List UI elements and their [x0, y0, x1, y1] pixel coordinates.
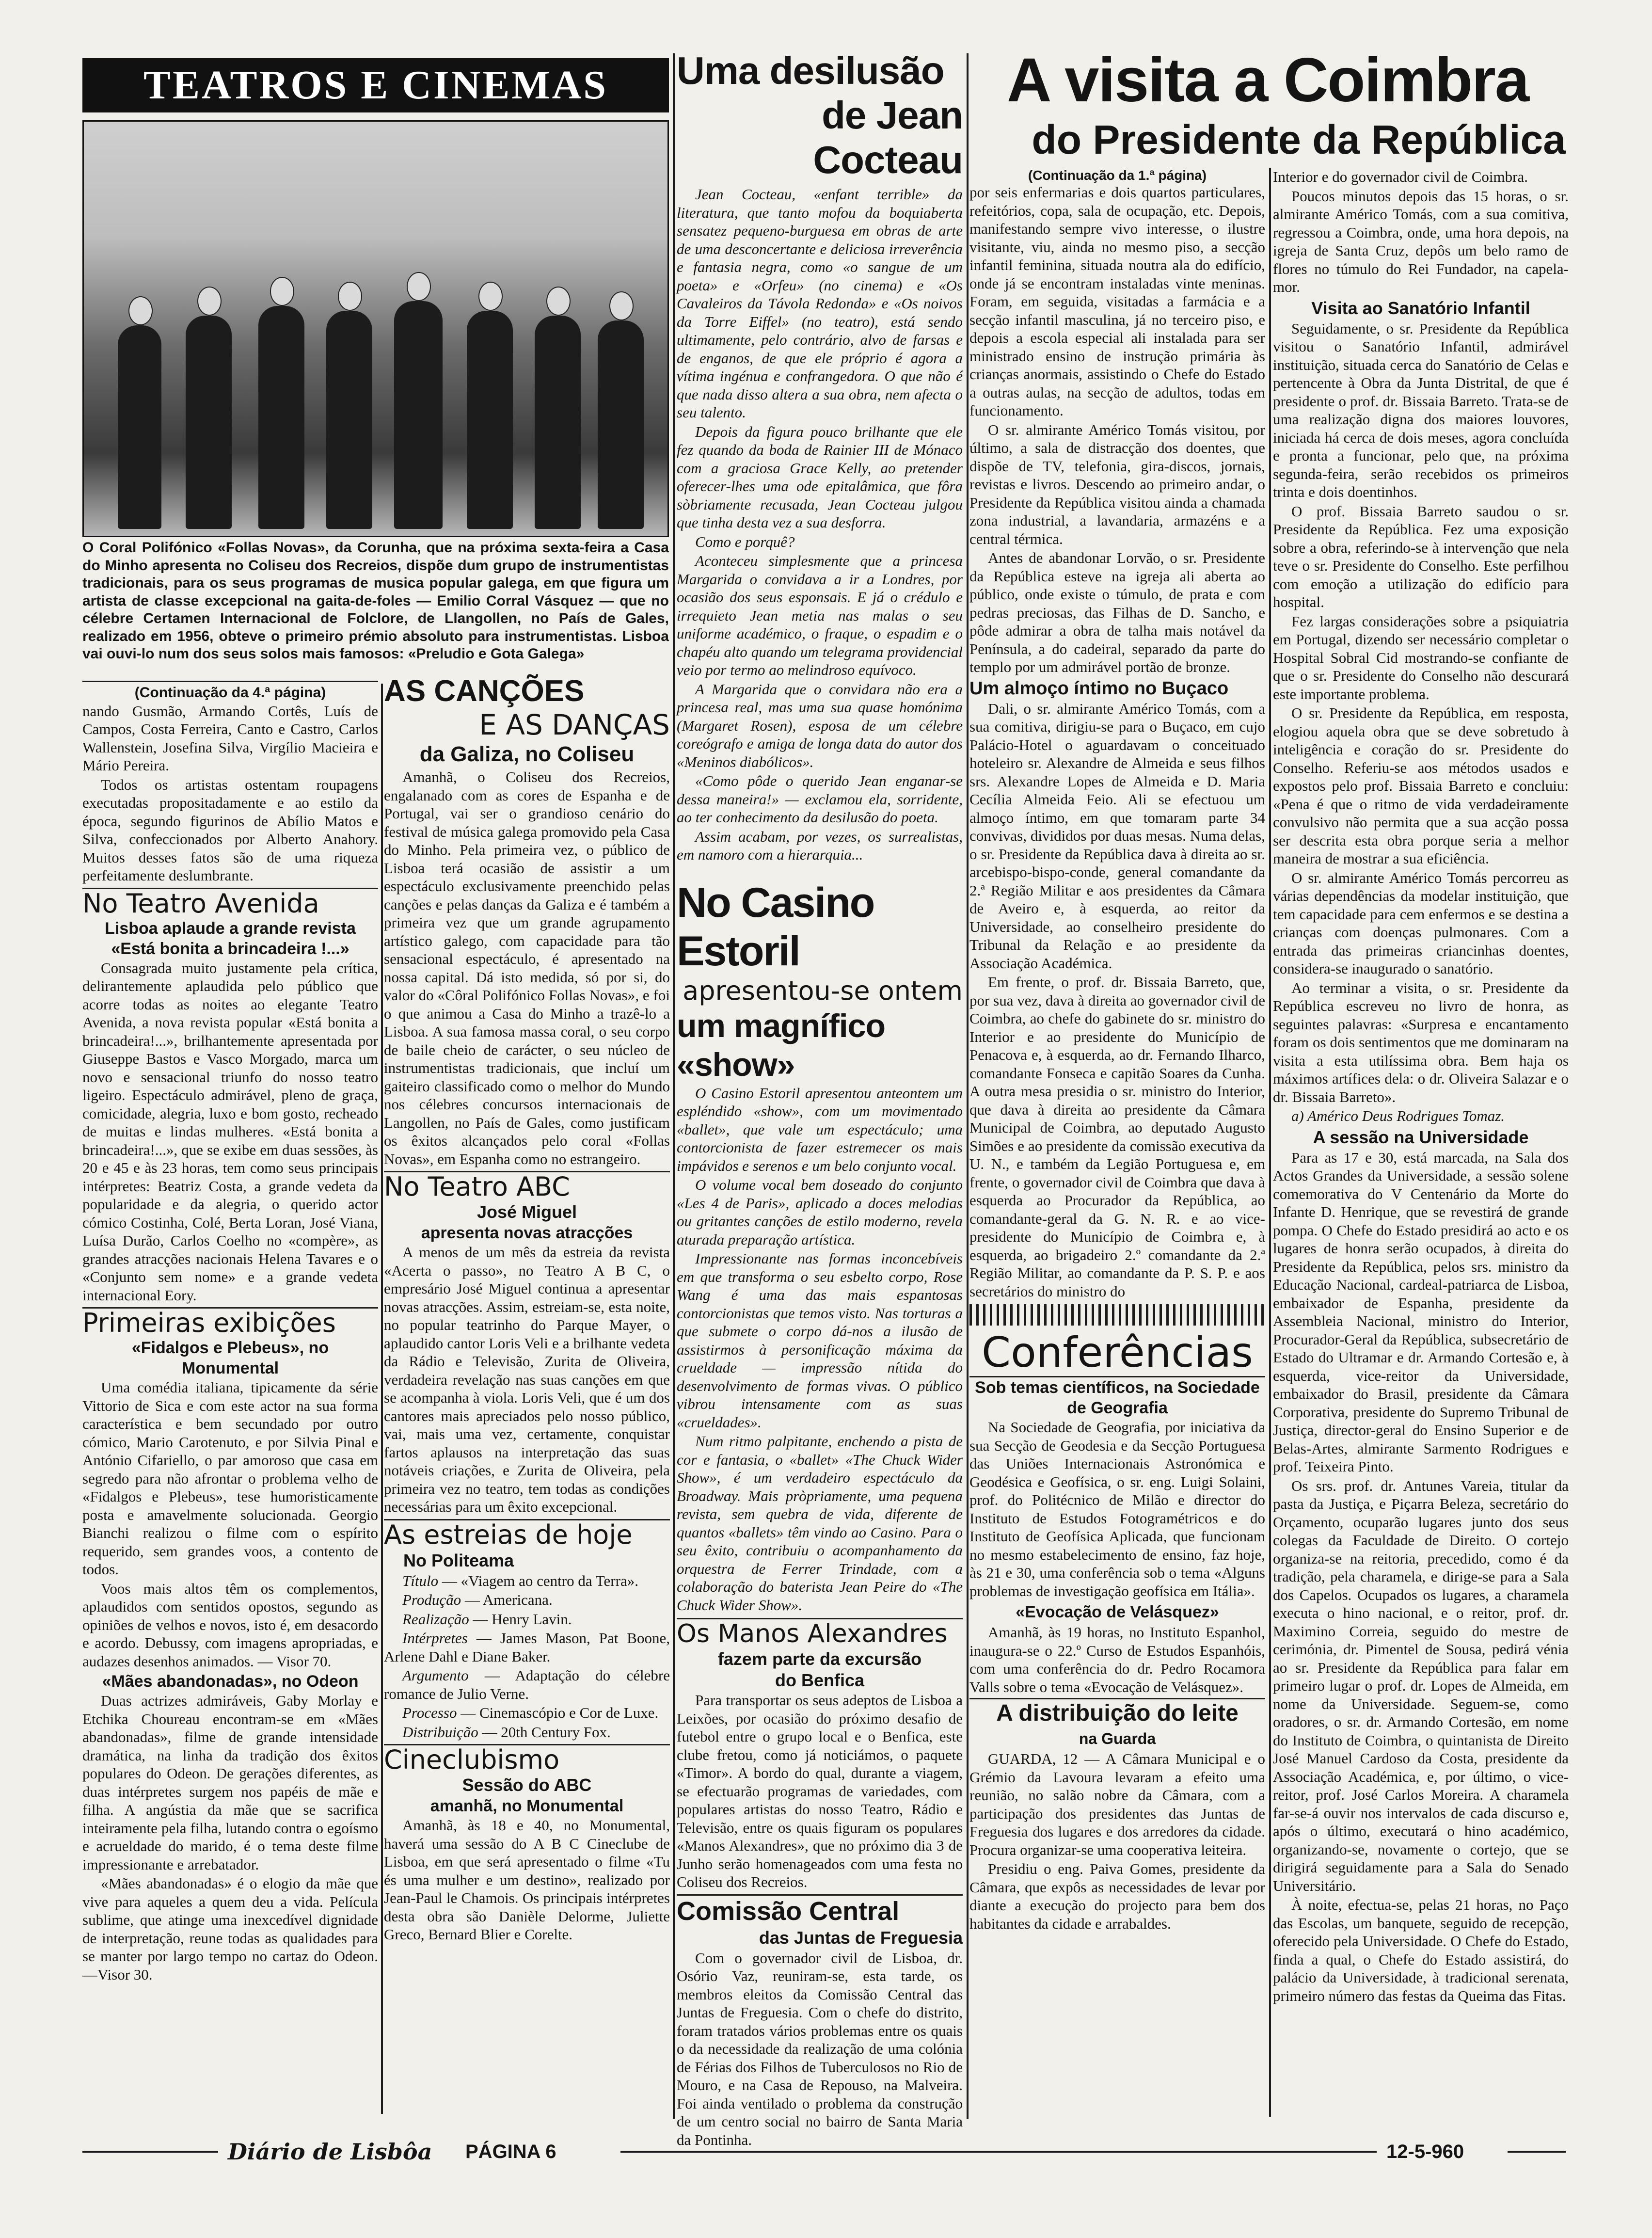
photo-caption: O Coral Polifónico «Follas Novas», da Corunha, que na próxima sexta-feira a Casa do Minho apresenta no Coliseu dos Recreios, dispõe dum grupo de instrumentistas tradicionais, para os seus programas de musica popular galega, em que figura um artista de classe excepcional na gaita-de-foles — Emilio Corral Vásquez — que no célebre Certamen Internacional de Folclore, de Llangollen, no País de Gales, realizado em 1956, obteve o primeiro prémio absoluto para instrumentistas. Lisboa vai ouvi-lo num dos seus solos mais famosos: «Preludio e Gota Galega» [82, 540, 669, 662]
section-label-estreias: As estreias de hoje [384, 1519, 670, 1550]
comissao-title: Comissão Central [677, 1894, 963, 1927]
credit-line: Produção — Americana. [402, 1591, 553, 1608]
cineclub-headline-2: amanhã, no Monumental [430, 1797, 624, 1815]
section-label-abc: No Teatro ABC [384, 1171, 670, 1201]
section-label-avenida: No Teatro Avenida [82, 888, 378, 918]
cocteau-title-2: de Jean Cocteau [813, 94, 963, 181]
decorative-rule [969, 1304, 1265, 1326]
section-label-primeiras: Primeiras exibições [82, 1307, 378, 1338]
paragraph: Impressionante nas formas inconcebíveis em que transforma o seu esbelto corpo, Rose Wang é uma das mais espantosas contorcionistas que temos visto. Nas torturas a que submete o corpo dá-nos a ilusão de assistirmos à personificação máxima da crueldade — impressão nítida do desenvolvimento de formas vivas. O público vibrou intensamente com as suas «crueldades». [677, 1250, 963, 1431]
conferencias-title: Conferências [982, 1328, 1253, 1377]
sanatorio-headline: Visita ao Sanatório Infantil [1311, 298, 1530, 318]
manos-headline-1: fazem parte da excursão [717, 1649, 922, 1669]
almoco-headline: Um almoço íntimo no Buçaco [969, 678, 1229, 699]
credit-value: Cinemascópio e Cor de Luxe. [479, 1704, 659, 1721]
credit-value: Henry Lavin. [492, 1610, 572, 1628]
footer-paper-name: Diário de Lisbôa [228, 2139, 432, 2165]
credit-key: Argumento [402, 1667, 469, 1684]
footer-page-number: PÁGINA 6 [465, 2141, 556, 2162]
paragraph: O Casino Estoril apresentou anteontem um espléndido «show», com um movimentado «ballet», que vale um espectáculo; uma contorcionista de fazer estremecer os mais impávidos e serenos e um belo conjunto vocal. [677, 1084, 963, 1174]
paragraph: Todos os artistas ostentam roupagens executadas propositadamente e ao estilo da época, segundo figurinos de Abílio Matos e Silva, confeccionados por Alberto Anahory. Muitos desses fatos são de uma riqueza perfeitamente deslumbrante. [82, 776, 378, 884]
comissao-sub: das Juntas de Freguesia [759, 1927, 963, 1948]
paragraph: Consagrada muito justamente pela crítica, delirantemente aplaudida pelo público que acorre todas as noites ao elegante Teatro Avenida, a nova revista popular «Está bonita a brincadeira!...», brilhantemente apresentada por Giuseppe Bastos e Vasco Morgado, marca um novo e sensacional triunfo do nosso teatro ligeiro. Espectáculo admirável, pleno de graça, comicidade, alegria, luxo e bom gosto, recheado de muitas e lindas mulheres. «Está bonita a brincadeira!...», que se exibe em duas sessões, às 20 e 45 e às 23 horas, tem como seus principais intérpretes: Beatriz Costa, a grande vedeta da popularidade e da alegria, o querido actor cómico Costinha, Colé, Berta Loran, José Viana, Luísa Durão, Carlos Coelho no «compère», as grandes atracções nacionais Helena Tavares e o «Conjunto sem nome» e a grande vedeta internacional Eory. [82, 959, 378, 1304]
fidalgos-headline: «Fidalgos e Plebeus», no Monumental [131, 1339, 329, 1377]
paragraph: Os srs. prof. dr. Antunes Vareia, titular da pasta da Justiça, e Piçarra Beleza, secretário do Orçamento, ocuparão lugares junto dos seus colegas da Faculdade de Direito. O cortejo organiza-se na reitoria, precedido, como é da tradição, pela charamela, e dirige-se para a Sala dos Capelos. Ocupados os lugares, a charamela executa o hino nacional, e o reitor, prof. dr. Maximino Correia, seguido do mestre de cerimónia, dr. Pimentel de Sousa, pedirá vénia ao sr. Presidente da República para falar em primeiro lugar o prof. dr. Lopes de Almeida, em nome da Universidade. Seguem-se, como oradores, o sr. dr. Armando Cortesão, em nome do Instituto de Coimbra, o quintanista de Direito José Manuel Cardoso da Costa, presidente da Associação Académica, e, por último, o vice-reitor, prof. José Carlos Moreira. A charamela far-se-á ouvir nos intervalos de cada discurso e, após o último, executará o hino académico, organizando-se, novamente o cortejo, que se dirigirá seguidamente para a Sala do Senado Universitário. [1273, 1477, 1569, 1894]
paragraph: nando Gusmão, Armando Cortês, Luís de Campos, Costa Ferreira, Canto e Castro, Carlos Wallenstein, Josefina Silva, Virgílio Macieira e Mário Pereira. [82, 702, 378, 774]
credit-key: Intérpretes [402, 1630, 468, 1647]
abc-headline-1: José Miguel [477, 1202, 577, 1222]
credits-list [384, 1572, 670, 1742]
paragraph: Presidiu o eng. Paiva Gomes, presidente da Câmara, que expôs as necessidades de levar por diante a execução do projecto para bem dos habitantes da cidade e arrabaldes. [969, 1860, 1265, 1932]
credit-value: James Mason, Pat Boone, Arlene Dahl e Diane Baker. [384, 1630, 670, 1665]
avenida-headline: Lisboa aplaude a grande revista «Está bonita a brincadeira !...» [105, 919, 356, 958]
column-2-lower [384, 674, 670, 2124]
credit-line: Intérpretes — James Mason, Pat Boone, Arlene Dahl e Diane Baker. [384, 1630, 670, 1665]
politeama-headline: No Politeama [403, 1550, 514, 1570]
paragraph: Fez largas considerações sobre a psiquiatria em Portugal, dizendo ser necessário completar o Hospital Sobral Cid mostrando-se confiante de que o sr. Presidente do Conselho não descurará este importante problema. [1273, 612, 1569, 703]
paragraph: Ao terminar a visita, o sr. Presidente da República escreveu no livro de honra, as seguintes palavras: «Surpresa e encantamento foram os dois sentimentos que me dominaram na visita a esta utilíssima obra. Bem haja os máximos artífices dela: o dr. Oliveira Salazar e o dr. Bissaia Barreto». [1273, 979, 1569, 1105]
estoril-title-1: No Casino Estoril [677, 879, 874, 975]
paragraph: O volume vocal bem doseado do conjunto «Les 4 de Paris», aplicado a doces melodias ou gritantes canções de estilo moderno, revela aturada preparação artística. [677, 1176, 963, 1248]
signature: a) Américo Deus Rodrigues Tomaz. [1291, 1107, 1505, 1124]
credit-value: 20th Century Fox. [501, 1723, 611, 1741]
credit-value: «Viagem ao centro da Terra». [461, 1572, 638, 1589]
credit-value: Adaptação do célebre romance de Julio Verne. [384, 1667, 670, 1702]
choir-photo [82, 120, 669, 537]
paragraph: Num ritmo palpitante, enchendo a pista de cor e fantasia, o «ballet» «The Chuck Wider Show», é um verdadeiro espectáculo da Broadway. Mais pròpriamente, uma pequena revista, sem quebra de vida, diferente de quantos «ballets» têm vindo ao Casino. Para o seu êxito, contribuiu o acompanhamento da orquestra de Ferrer Trindade, com a colaboração do baterista Jean Peire do «The Chuck Wider Show». [677, 1433, 963, 1614]
paragraph: Para as 17 e 30, está marcada, na Sala dos Actos Grandes da Universidade, a sessão solene comemorativa do V Centenário da Morte do Infante D. Henrique, que se revestirá de grande pompa. O Chefe do Estado presidirá ao acto e os lugares de honra serão ocupados, à direita do Presidente da República, pelos srs. ministro da Educação Nacional, cardeal-patriarca de Lisboa, embaixador de Espanha, presidente da Assembleia Nacional, ministro do Interior, Procurador-Geral da República, subsecretário de Estado do Ultramar e dr. Armando Cortesão e, à esquerda, vice-reitor da Universidade, embaixador do Brasil, presidente da Câmara Corporativa, presidente do Supremo Tribunal de Justiça, director-geral do Ensino Superior e de Belas-Artes, almirante Sarmento Rodrigues e prof. Teixeira Pinto. [1273, 1149, 1569, 1475]
credit-key: Processo [402, 1704, 457, 1721]
paragraph: «Como pôde o querido Jean enganar-se dessa maneira!» — exclamou ela, sorridente, ao ter conhecimento da desilusão do poeta. [677, 772, 963, 826]
coimbra-title-2: do Presidente da República [1032, 117, 1566, 162]
paragraph: GUARDA, 12 — A Câmara Municipal e o Grémio da Lavoura levaram a efeito uma reunião, no salão nobre da Câmara, com a participação dos presidentes das Juntas de Freguesia dos lugares e dos arredores da cidade. Procura organizar-se uma cooperativa leiteira. [969, 1750, 1265, 1858]
leite-headline: A distribuição do leite [969, 1698, 1265, 1727]
paragraph: A menos de um mês da estreia da revista «Acerta o passo», no Teatro A B C, o empresário José Miguel continua a apresentar novas atracções. Assim, estreiam-se, esta noite, no popular teatrinho do Parque Mayer, o aplaudido cantor Loris Veli e a brilhante vedeta da Rádio e Televisão, Zurita de Oliveira, verdadeira revelação nas suas canções em que se acompanha à viola. Loris Veli, que é um dos cantores mais apreciados pelo nosso público, vai, mais uma vez, certamente, conquistar fartos aplausos na interpretação das suas notáveis criações, e Zurita de Oliveira, pela primeira vez no teatro, tem todas as condições necessárias para um êxito excepcional. [384, 1244, 670, 1515]
paragraph: Assim acabam, por vezes, os surrealistas, em namoro com a hierarquia... [677, 828, 963, 863]
section-masthead: TEATROS E CINEMAS [82, 58, 669, 112]
credit-key: Produção [402, 1591, 461, 1608]
column-3 [677, 48, 963, 2148]
credit-key: Realização [402, 1610, 469, 1628]
continuation-note: (Continuação da 4.ª página) [134, 685, 326, 701]
universidade-headline: A sessão na Universidade [1313, 1127, 1529, 1147]
paragraph: Em frente, o prof. dr. Bissaia Barreto, que, por sua vez, dava à direita ao governador civil de Coimbra, ao chefe do gabinete do sr. ministro do Interior e ao presidente do Município de Penacova e, à esquerda, ao dr. Fernando Ilharco, comandante Fonseca e capitão Soares da Cunha. A outra mesa presidia o sr. ministro do Interior, que dava à direita ao presidente da Câmara Municipal de Coimbra, ao deputado Augusto Simões e ao presidente da comissão executiva da U. N., e também da Legião Portuguesa e, em frente, o governador civil de Coimbra que dava à esquerda ao Procurador da República, ao comandante-geral da G. N. R. e ao vice-presidente do Município de Coimbra e, à esquerda, ao brigadeiro 2.º comandante da 2.ª Região Militar, ao comandante da P. S. P. e aos secretários do ministro do [969, 974, 1265, 1300]
paragraph: Amanhã, às 18 e 40, no Monumental, haverá uma sessão do A B C Cineclube de Lisboa, em que será apresentado o filme «Tu és uma mulher e um destino», realizado por Jean-Paul le Chamois. Os principais intérpretes desta obra são Danièle Delorme, Juliette Greco, Bernard Blier e Corelte. [384, 1817, 670, 1943]
paragraph: A Margarida que o convidara não era a princesa real, mas uma sua quase homónima (Margaret Rosen), esposa de um célebre coreógrafo e amiga de longa data do autor dos «Meninos diabólicos». [677, 680, 963, 770]
manos-title: Os Manos Alexandres [677, 1618, 963, 1648]
column-5 [1273, 168, 1569, 2124]
leite-sub: na Guarda [1079, 1730, 1156, 1747]
credit-line: Realização — Henry Lavin. [402, 1610, 572, 1628]
paragraph: Duas actrizes admiráveis, Gaby Morlay e Etchika Choureau encontram-se em «Mães abandonadas», filme de grande intensidade dramática, na linha da tradição dos êxitos populares do Odeon. De gerações diferentes, as duas intérpretes surgem nos papéis de mãe e filha. A angústia da mãe que se sacrifica inteiramente pela filha, lutando contra o egoísmo e acrueldade do marido, é o tema deste filme impressionante e arrebatador. [82, 1692, 378, 1873]
paragraph: Como e porquê? [695, 533, 795, 550]
paragraph: À noite, efectua-se, pelas 21 horas, no Paço das Escolas, um banquete, seguido de recepção, oferecido pela Universidade. O Chefe do Estado, finda a qual, o Chefe do Estado assistirá, do palácio da Universidade, à tradicional serenata, primeiro número das festas da Queima das Fitas. [1273, 1896, 1569, 2004]
paragraph: Jean Cocteau, «enfant terrible» da literatura, que tanto mofou da boquiaberta sensatez pequeno-burguesa em obras de arte de uma desconcertante e deliciosa irreverência e fantasia negra, como «o sangue de um poeta» e «Orfeu» (no cinema) e «Os Cavaleiros da Távola Redonda» e «Os noivos da Torre Eiffel» (no teatro), está sendo ultimamente, pelo contrário, alvo de farsas e de enganos, de que ele próprio é agora a vítima ingénua e confrangedora. O que não é que nada disso altera a sua obra, nem afecta o seu talento. [677, 186, 963, 421]
credit-value: Americana. [482, 1591, 553, 1608]
cancoes-title-2: E AS DANÇAS [479, 708, 670, 741]
paragraph: Amanhã, às 19 horas, no Instituto Espanhol, inaugura-se o 22.º Curso de Estudos Espanhóis, com uma conferência do dr. Pedro Rocamora Valls sobre o tema «Evocação de Velásquez». [969, 1624, 1265, 1695]
estoril-title-2: apresentou-se ontem [683, 975, 963, 1006]
credit-line: Distribuição — 20th Century Fox. [402, 1723, 611, 1741]
paragraph: Poucos minutos depois das 15 horas, o sr. almirante Américo Tomás, com a sua comitiva, regressou a Coimbra, onde, uma hora depois, na igreja de Santa Cruz, depôs um belo ramo de flores no túmulo do Rei Fundador, na capela-mor. [1273, 187, 1569, 295]
credit-line: Argumento — Adaptação do célebre romance de Julio Verne. [384, 1667, 670, 1702]
estoril-title-3: um magnífico «show» [677, 1007, 886, 1083]
cancoes-title-1: AS CANÇÕES [384, 674, 585, 708]
column-4 [969, 168, 1265, 2124]
paragraph: Amanhã, o Coliseu dos Recreios, engalanado com as cores de Espanha e de Portugal, vai ser o grandioso cenário do festival de música galega promovido pela Casa do Minho. Pela primeira vez, o público de Lisboa terá ocasião de assistir a um espectáculo exclusivamente preenchido pelas canções e pelas danças da Galiza e é também a primeira vez que um grande agrupamento artístico galego, com capacidade para tão sensacional espectáculo, é apresentado na nossa capital. Dá isto medida, só por si, do valor do «Côral Polifónico Follas Novas», e foi o que animou a Casa do Minho a trazê-lo a Lisboa. A sua famosa massa coral, o seu corpo de baile cheio de carácter, o seu núcleo de instrumentistas tradicionais, que incluí um gaiteiro classificado como o melhor do Mundo nos célebres concursos internacionais de Langollen, no País de Gales, como justificam os êxitos alcançados pelo coral «Follas Novas», em Espanha como no estrangeiro. [384, 768, 670, 1167]
col1-body [82, 684, 378, 2124]
paragraph: Antes de abandonar Lorvão, o sr. Presidente da República esteve na igreja ali aberta ao público, onde existe o túmulo, de prata e com pedras preciosas, das Filhas de D. Sancho, e pôde admirar a obra de talha mais notável da Península, a do cadeiral, separado da parte do templo por um admirável portão de bronze. [969, 549, 1265, 675]
evocacao-headline: «Evocação de Velásquez» [1016, 1603, 1219, 1621]
coimbra-title-1: A visita a Coimbra [1006, 46, 1529, 115]
paragraph: Depois da figura pouco brilhante que ele fez quando da boda de Rainier III de Mónaco com a graciosa Grace Kelly, ao pretender oferecer-lhes uma ode epitalâmica, que fôra sòbriamente recusada, Jean Cocteau julgou que tinha desta vez a sua desforra. [677, 423, 963, 531]
abc-headline-2: apresenta novas atracções [421, 1224, 633, 1242]
paragraph: Na Sociedade de Geografia, por iniciativa da sua Secção de Geodesia e da Secção Portuguesa das Uniões Internacionais Astronómica e Geodésica e Geofísica, o sr. eng. Luigi Solaini, prof. do Politécnico de Milão e director do Instituto de Estudos Fotogramétricos e do Instituto de Geofísica Aplicada, que funcionam no mesmo estabelecimento de ensino, faz hoje, às 21 e 30, uma conferência sob o tema «Alguns problemas de investigação geofísica em Itália». [969, 1419, 1265, 1599]
manos-headline-2: do Benfica [775, 1670, 865, 1690]
footer-date: 12-5-960 [1386, 2141, 1464, 2162]
paragraph: O sr. almirante Américo Tomás visitou, por último, a sala de distracção dos doentes, que dispõe de TV, telefonia, gira-discos, jornais, revistas e livros. Descendo ao primeiro andar, o Presidente da República visitou ainda a chamada zona industrial, a lavandaria, armazéns e a central térmica. [969, 421, 1265, 547]
paragraph: O prof. Bissaia Barreto saudou o sr. Presidente da República. Fez uma exposição sobre a obra, referindo-se à intervenção que nela teve o sr. Presidente do Conselho. Este perfilhou com emoção a utilização do edifício para hospital. [1273, 502, 1569, 610]
maes-headline: «Mães abandonadas», no Odeon [102, 1672, 359, 1691]
paragraph: Para transportar os seus adeptos de Lisboa a Leixões, por ocasião do próximo desafio de futebol entre o grupo local e o Benfica, este clube fretou, como já noticiámos, o paquete «Timor». A bordo do qual, durante a viagem, se efectuarão programas de variedades, com populares artistas do nosso Teatro, Rádio e Televisão, entre os quais figuram os populares «Manos Alexandres», que no próximo dia 3 de Junho serão homenageados com uma festa no Coliseu dos Recreios. [677, 1692, 963, 1890]
cineclub-headline-1: Sessão do ABC [462, 1775, 592, 1795]
paragraph: O sr. Presidente da República, em resposta, elogiou aquela obra que se deve sobretudo à inteligência e coração do sr. Presidente do Conselho. Referiu-se aos métodos usados e expostos pelo prof. Bissaia Barreto e concluiu: «Pena é que o ritmo de vida verdadeiramente convulsivo não permita que a sua acção possa ser descrita esta obra porque seria a melhor maneira de mostrar a sua eficiência. [1273, 704, 1569, 867]
cocteau-title-1: Uma desilusão [677, 49, 944, 92]
section-label-cineclub: Cineclubismo [384, 1744, 670, 1774]
paragraph: Interior e do governador civil de Coimbra. [1273, 168, 1528, 185]
paragraph: O sr. almirante Américo Tomás percorreu as várias dependências da modelar instituição, que tem capacidade para cem enfermos e se destina a crianças com doenças pulmonares. Com a entrada das primeiras criancinhas doentes, considera-se inaugurado o sanatório. [1273, 869, 1569, 977]
continuation-note: (Continuação da 1.ª página) [1028, 168, 1207, 183]
paragraph: «Mães abandonadas» é o elogio da mãe que vive para aqueles a quem deu a vida. Película sublime, que atinge uma inexcedível dignidade de interpretação, reune todas as qualidades para se manter por largo tempo no cartaz do Odeon.—Visor 30. [82, 1875, 378, 1983]
paragraph: por seis enfermarias e dois quartos particulares, refeitórios, copa, sala de ocupação, etc. Depois, manifestando sempre vivo interesse, o ilustre visitante, viu, ainda no mesmo piso, a secção infantil feminina, situada noutra ala do edifício, onde já se encontram instaladas vinte meninas. Foram, em seguida, visitadas a farmácia e a secção infantil masculina, já no terceiro piso, e depois a escola especial ali instalada para ser ministrado ensino de instrução primária às crianças anormais, assistindo o Chefe do Estado a outras aulas, na secção de adultos, todas em funcionamento. [969, 184, 1265, 419]
paragraph: Aconteceu simplesmente que a princesa Margarida o convidava a ir a Londres, por ocasião dos seus esponsais. E já o crédulo e irrequieto Jean metia nas malas o seu uniforme académico, o fraque, o espadim e o chapéu alto quando um telegrama providencial veio por termo ao melindroso equívoco. [677, 552, 963, 678]
paragraph: Uma comédia italiana, tipicamente da série Vittorio de Sica e com este actor na sua forma característica e bem secundado por outro cómico, Mario Carotenuto, e por Silvia Pinal e António Cifariello, o par amoroso que casa em segredo para não afrontar o problema velho de «Fidalgos e Plebeus», tese humoristicamente posta e amavelmente solucionada. Georgio Bianchi realizou o filme com o espírito requerido, sem grandes voos, a contento de todos. [82, 1379, 378, 1578]
credit-key: Título [402, 1572, 439, 1589]
cancoes-title-3: da Galiza, no Coliseu [419, 742, 635, 766]
credit-line: Título — «Viagem ao centro da Terra». [402, 1572, 638, 1589]
credit-line: Processo — Cinemascópio e Cor de Luxe. [402, 1704, 659, 1721]
paragraph: Seguidamente, o sr. Presidente da República visitou o Sanatório Infantil, admirável instituição, situada cerca do Sanatório de Celas e pertencente à Obra da Junta Distrital, de que é presidente o prof. dr. Bissaia Barreto. Trata-se de uma realização digna dos maiores louvores, iniciada há cerca de dois meses, agora concluída e pronta a funcionar, pelo que, na próxima segunda-feira, serão recebidos os primeiros trinta e dois doentinhos. [1273, 320, 1569, 500]
conf-headline: Sob temas científicos, na Sociedade de Geografia [969, 1376, 1265, 1418]
paragraph: Voos mais altos têm os complementos, aplaudidos com sentidos opostos, segundo as opiniões de velhos e novos, isto é, em desacordo e acordo. Debussy, com imagens apropriadas, e audazes desenhos animados. — Visor 70. [82, 1580, 378, 1670]
paragraph: Com o governador civil de Lisboa, dr. Osório Vaz, reuniram-se, esta tarde, os membros eleitos da Comissão Central das Juntas de Freguesia. Com o chefe do distrito, foram tratados vários problemas entre os quais o da necessidade da realização de uma colónia de Férias dos Filhos de Tuberculosos no Rio de Mouro, e na Casa de Repouso, na Malveira. Foi ainda ventilado o problema da construção de um centro social no bairro de Santa Maria da Pontinha. [677, 1949, 963, 2148]
paragraph: Dali, o sr. almirante Américo Tomás, com a sua comitiva, dirigiu-se para o Buçaco, em cujo Palácio-Hotel o aguardavam o conceituado hoteleiro sr. Alexandre de Almeida e seus filhos srs. Alexandre Lopes de Almeida e D. Maria Cecília Almeida Feio. Ali se efectuou um almoço íntimo, em que tomaram parte 34 convivas, divididos por duas mesas. Numa delas, o sr. Presidente da República dava à direita ao sr. arcebispo-bispo-conde, general comandante da 2.ª Região Militar e aos presidentes da Câmara de Aveiro e, à esquerda, ao reitor da Universidade, ao conselheiro presidente do Tribunal da Relação e ao presidente da Associação Académica. [969, 700, 1265, 972]
credit-key: Distribuição [402, 1723, 478, 1741]
